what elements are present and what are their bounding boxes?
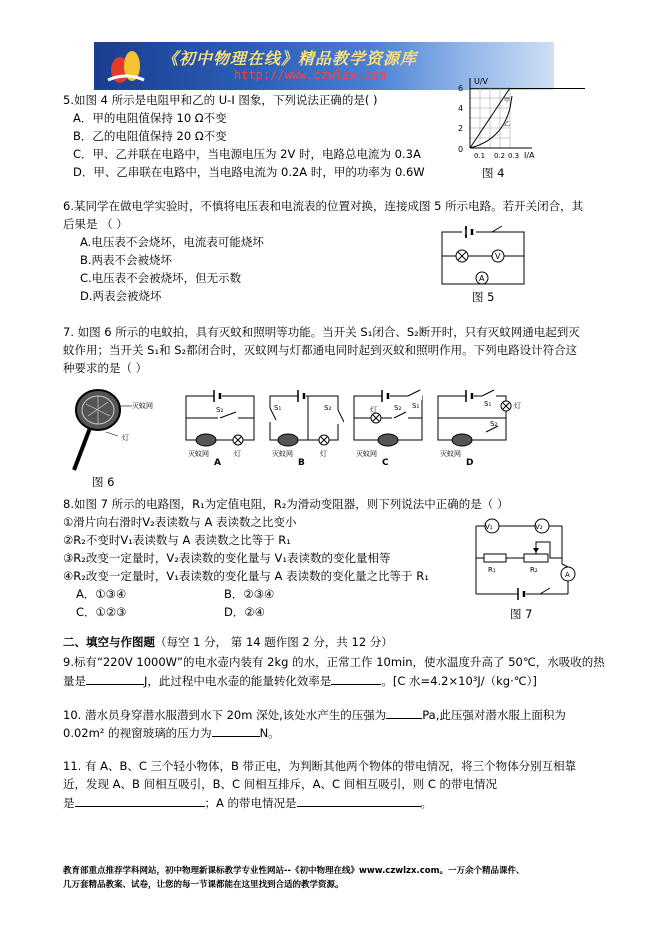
q9-line1: 9.标有“220V 1000W”的电水壶内装有 2kg 的水，正常工作 10min，使水温度升高了 50℃，水吸收的热 <box>63 655 605 669</box>
net-label: 灭蚊网 <box>272 450 293 458</box>
footer-line1: 教育部重点推荐学科网站，初中物理新课标教学专业性网站--《初中物理在线》www.czwlzx.com。一万余个精品课件、 <box>63 866 525 876</box>
q9-text: 量是 <box>63 674 86 688</box>
switch-label: S₁ <box>484 400 492 408</box>
circuit-option-a <box>180 388 260 466</box>
lamp-label: 灯 <box>320 450 327 458</box>
meter-label: V₁ <box>485 523 493 531</box>
section2-heading-note: （每空 1 分， 第 14 题作图 2 分，共 12 分） <box>155 635 393 649</box>
graph-xtick: 0.3 <box>508 152 520 160</box>
header-url: http://www.czwlzx.com <box>234 68 386 82</box>
circuit-label: B <box>298 458 305 466</box>
footer-line2: 几万套精品教案、试卷，让您的每一节课都能在这里找到合适的教学资源。 <box>63 880 344 890</box>
circuit-option-d <box>432 388 532 466</box>
q11-line3 <box>63 794 432 811</box>
graph-series-label: 乙 <box>504 121 511 128</box>
q9-text: 。[C 水=4.2×10³J/（kg·℃）] <box>381 674 537 688</box>
q11-blank-c-charge[interactable] <box>75 794 205 807</box>
q11-line2: 近，发现 A、B 间相互吸引，B、C 间相互排斥，A、C 间相互吸引，则 C 的带电情况 <box>63 777 498 791</box>
q8-statement-3: ③R₂改变一定量时，V₂表读数的变化量与 V₁表读数的变化量相等 <box>63 551 391 565</box>
svg-text:A: A <box>479 274 485 283</box>
q5-option-d: D．甲、乙串联在电路中，当电路电流为 0.2A 时，甲的功率为 0.6W <box>73 165 425 179</box>
graph-xtick: 0.1 <box>474 152 486 160</box>
q9-text: J，此过程中电水壶的能量转化效率是 <box>144 674 332 688</box>
meter-label: A <box>565 571 570 579</box>
q10-text: Pa,此压强对潜水服上面积为 <box>422 708 566 722</box>
q8-option-a: A．①③④ <box>76 587 127 601</box>
site-logo-icon <box>104 46 148 86</box>
q10-blank-pressure[interactable] <box>386 706 422 719</box>
net-label: 灭蚊网 <box>188 450 209 458</box>
lamp-label: 灯 <box>234 450 241 458</box>
q8-statement-2: ②R₂不变时V₁表读数与 A 表读数之比等于 R₁ <box>63 533 291 547</box>
q6-stem-line1: 6.某同学在做电学实验时，不慎将电压表和电流表的位置对换，连接成图 5 所示电路。若开关闭合，其 <box>63 199 584 213</box>
figure-5-circuit <box>436 222 530 288</box>
q6-option-c: C.电压表不会被烧坏，但无示数 <box>80 271 242 285</box>
q6-option-a: A.电压表不会烧坏，电流表可能烧坏 <box>80 235 264 249</box>
graph-xlabel: I/A <box>524 151 535 160</box>
switch-label: S₂ <box>324 404 332 412</box>
q6-option-d: D.两表会被烧坏 <box>80 289 162 303</box>
switch-label: S₁ <box>274 404 282 412</box>
switch-label: S₂ <box>394 404 402 412</box>
switch-label: S₂ <box>490 420 498 428</box>
circuit-label: D <box>466 458 474 466</box>
graph-ytick: 6 <box>458 84 464 93</box>
q8-option-c: C．①②③ <box>76 605 127 619</box>
q11-line1: 11. 有 A、B、C 三个轻小物体，B 带正电，为判断其他两个物体的带电情况，将三个物体分别互相靠 <box>63 759 577 773</box>
graph-ylabel: U/V <box>474 77 489 86</box>
figure-4-caption: 图 4 <box>482 166 505 180</box>
q8-stem: 8.如图 7 所示的电路图，R₁为定值电阻，R₂为滑动变阻器，则下列说法中正确的是（ ） <box>63 497 509 511</box>
figure-7-circuit <box>470 512 582 608</box>
q5-option-a: A．甲的电阻值保持 10 Ω不变 <box>73 111 227 125</box>
q10-text: N。 <box>259 726 280 740</box>
q10-text: 10. 潜水员身穿潜水服潜到水下 20m 深处,该处水产生的压强为 <box>63 708 387 722</box>
lamp-label: 灯 <box>370 406 377 414</box>
q9-blank-efficiency[interactable] <box>331 672 381 685</box>
graph-ytick: 4 <box>458 104 464 113</box>
q8-statement-4: ④R₂改变一定量时，V₁表读数的变化量与 A 表读数的变化量之比等于 R₁ <box>63 569 429 583</box>
racket-lamp-label: 灯 <box>122 434 129 442</box>
q11-text: 。 <box>420 796 433 810</box>
q8-option-d: D．②④ <box>224 605 265 619</box>
q10-line1 <box>63 706 566 723</box>
switch-label: S₁ <box>412 402 420 410</box>
q7-line2: 蚊作用；当开关 S₁和 S₂都闭合时，灭蚊网与灯都通电同时起到灭蚊和照明作用。下列电路设计符合这 <box>63 343 578 357</box>
graph-series-label: 甲 <box>504 97 511 104</box>
lamp-label: 灯 <box>514 402 521 410</box>
circuit-label: A <box>214 458 221 466</box>
q7-line3: 种要求的是（ ） <box>63 361 148 375</box>
section2-heading-title: 二、填空与作图题 <box>63 635 155 649</box>
q6-stem-line2: 后果是 （ ） <box>63 217 128 231</box>
graph-xtick: 0.2 <box>494 152 506 160</box>
svg-text:V: V <box>495 252 501 261</box>
figure-7-caption: 图 7 <box>510 607 533 621</box>
q7-line1: 7. 如图 6 所示的电蚊拍，具有灭蚊和照明等功能。当开关 S₁闭合、S₂断开时，只有灭蚊网通电起到灭 <box>63 325 580 339</box>
meter-label: V₂ <box>535 523 543 531</box>
q8-option-b: B．②③④ <box>224 587 275 601</box>
q10-blank-force[interactable] <box>212 724 260 737</box>
header-title: 《初中物理在线》精品教学资源库 <box>162 49 418 68</box>
q5-stem: 5.如图 4 所示是电阻甲和乙的 U-I 图象，下列说法正确的是( ) <box>63 93 378 107</box>
graph-ytick: 0 <box>458 145 464 154</box>
q5-option-b: B．乙的电阻值保持 20 Ω不变 <box>73 129 227 143</box>
q10-text: 0.02m² 的视窗玻璃的压力为 <box>63 726 212 740</box>
figure-4-graph <box>452 74 552 160</box>
circuit-option-c <box>348 388 428 466</box>
net-label: 灭蚊网 <box>356 450 377 458</box>
footer <box>63 864 603 892</box>
figure-6-caption: 图 6 <box>92 475 115 489</box>
q5-option-c: C．甲、乙并联在电路中，当电源电压为 2V 时，电路总电流为 0.3A <box>73 147 421 161</box>
q11-blank-a-charge[interactable] <box>297 794 421 807</box>
graph-ytick: 2 <box>458 124 464 133</box>
net-label: 灭蚊网 <box>440 450 461 458</box>
q11-text: 是 <box>63 796 75 810</box>
resistor-label: R₁ <box>488 566 496 574</box>
q8-statement-1: ①滑片向右滑时V₂表读数与 A 表读数之比变小 <box>63 515 297 529</box>
q6-option-b: B.两表不会被烧坏 <box>80 253 173 267</box>
switch-label: S₂ <box>216 406 224 414</box>
q9-line2 <box>63 672 537 689</box>
circuit-label: C <box>382 458 389 466</box>
figure-6-racket <box>66 386 170 474</box>
q11-text: ；A 的带电情况是 <box>204 796 297 810</box>
q10-line2 <box>63 724 280 741</box>
section2-heading <box>63 634 393 650</box>
circuit-option-b <box>264 388 344 466</box>
resistor-label: R₂ <box>530 566 538 574</box>
figure-5-caption: 图 5 <box>472 290 495 304</box>
racket-net-label: 灭蚊网 <box>132 402 153 410</box>
q9-blank-heat[interactable] <box>86 672 144 685</box>
